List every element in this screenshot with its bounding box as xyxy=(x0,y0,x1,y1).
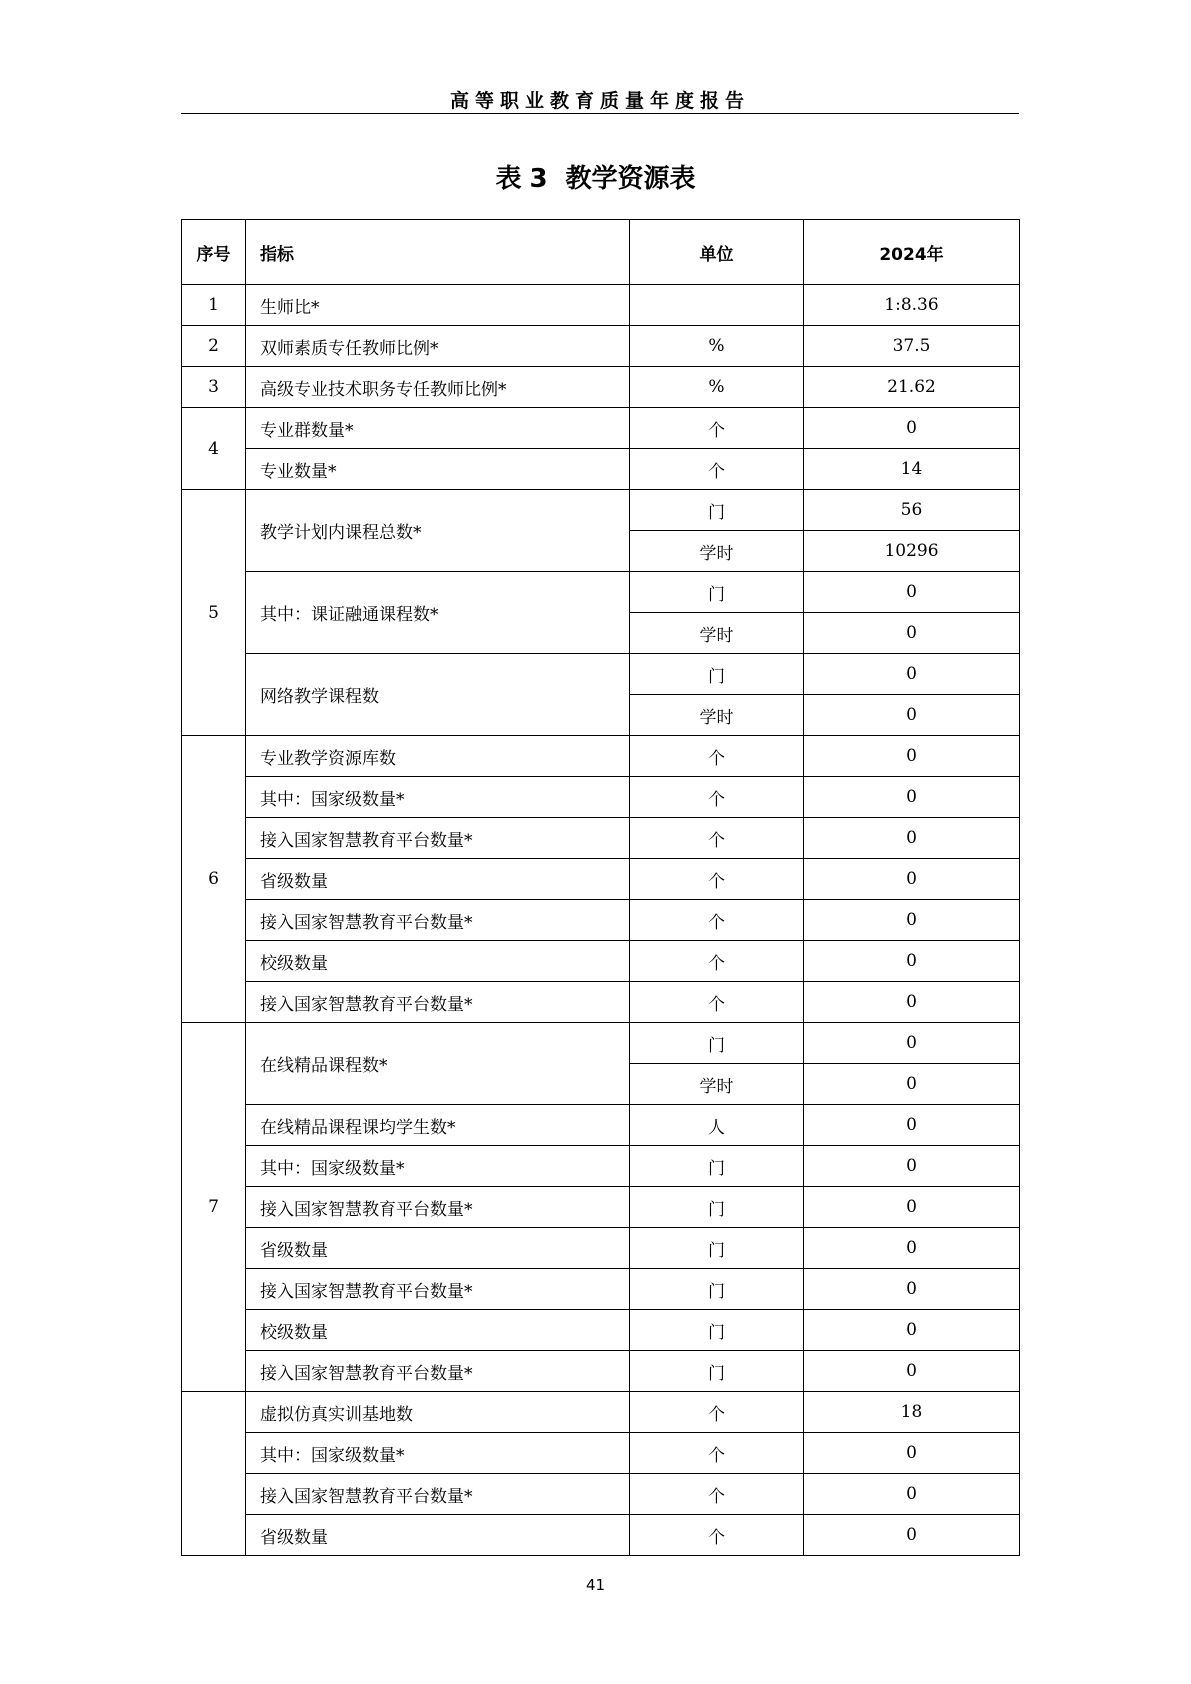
unit-cell: 门 xyxy=(630,654,804,695)
value-cell: 0 xyxy=(804,1515,1020,1556)
unit-cell: 门 xyxy=(630,1023,804,1064)
indicator-cell: 专业教学资源库数 xyxy=(246,736,630,777)
indicator-cell: 在线精品课程课均学生数* xyxy=(246,1105,630,1146)
indicator-cell: 接入国家智慧教育平台数量* xyxy=(246,1187,630,1228)
value-cell: 0 xyxy=(804,736,1020,777)
table-row xyxy=(182,1187,1020,1228)
table-row xyxy=(182,654,1020,695)
unit-cell: 人 xyxy=(630,1105,804,1146)
table-row xyxy=(182,449,1020,490)
seq-cell: 3 xyxy=(182,367,246,408)
indicator-cell: 接入国家智慧教育平台数量* xyxy=(246,1269,630,1310)
table-title xyxy=(0,158,1191,195)
table-row xyxy=(182,1146,1020,1187)
value-cell: 14 xyxy=(804,449,1020,490)
value-cell: 0 xyxy=(804,1351,1020,1392)
unit-cell: 个 xyxy=(630,1515,804,1556)
unit-cell: % xyxy=(630,326,804,367)
value-cell: 56 xyxy=(804,490,1020,531)
indicator-cell: 其中：国家级数量* xyxy=(246,777,630,818)
value-cell: 0 xyxy=(804,408,1020,449)
table-row xyxy=(182,1433,1020,1474)
table-title-number: 3 xyxy=(529,164,548,194)
table-title-name: 教学资源表 xyxy=(565,164,696,194)
table-row xyxy=(182,408,1020,449)
indicator-cell: 专业数量* xyxy=(246,449,630,490)
indicator-cell: 双师素质专任教师比例* xyxy=(246,326,630,367)
unit-cell: 门 xyxy=(630,1228,804,1269)
indicator-cell: 虚拟仿真实训基地数 xyxy=(246,1392,630,1433)
seq-cell: 4 xyxy=(182,408,246,490)
indicator-cell: 其中：国家级数量* xyxy=(246,1146,630,1187)
indicator-cell: 接入国家智慧教育平台数量* xyxy=(246,1351,630,1392)
indicator-cell: 其中：国家级数量* xyxy=(246,1433,630,1474)
value-cell: 0 xyxy=(804,1187,1020,1228)
table-header-row xyxy=(182,220,1020,285)
seq-cell xyxy=(182,1392,246,1556)
indicator-cell: 接入国家智慧教育平台数量* xyxy=(246,818,630,859)
unit-cell: 个 xyxy=(630,982,804,1023)
indicator-cell: 接入国家智慧教育平台数量* xyxy=(246,1474,630,1515)
unit-cell: 个 xyxy=(630,900,804,941)
value-cell: 0 xyxy=(804,777,1020,818)
unit-cell: 门 xyxy=(630,1187,804,1228)
indicator-cell: 网络教学课程数 xyxy=(246,654,630,736)
unit-cell: 个 xyxy=(630,859,804,900)
table-row xyxy=(182,1392,1020,1433)
indicator-cell: 高级专业技术职务专任教师比例* xyxy=(246,367,630,408)
col-header-unit: 单位 xyxy=(630,220,804,285)
unit-cell: 个 xyxy=(630,408,804,449)
unit-cell: 门 xyxy=(630,1269,804,1310)
table-row xyxy=(182,1269,1020,1310)
value-cell: 0 xyxy=(804,1310,1020,1351)
value-cell: 0 xyxy=(804,1228,1020,1269)
table-row xyxy=(182,982,1020,1023)
table-row xyxy=(182,1228,1020,1269)
value-cell: 21.62 xyxy=(804,367,1020,408)
teaching-resources-table xyxy=(181,219,1020,1556)
indicator-cell: 教学计划内课程总数* xyxy=(246,490,630,572)
unit-cell: 个 xyxy=(630,1474,804,1515)
table-row xyxy=(182,490,1020,531)
value-cell: 1:8.36 xyxy=(804,285,1020,326)
unit-cell: 个 xyxy=(630,941,804,982)
table-row xyxy=(182,1105,1020,1146)
indicator-cell: 省级数量 xyxy=(246,1515,630,1556)
seq-cell: 1 xyxy=(182,285,246,326)
running-header: 高等职业教育质量年度报告 xyxy=(449,90,750,112)
unit-cell: 门 xyxy=(630,490,804,531)
unit-cell: 个 xyxy=(630,818,804,859)
table-row xyxy=(182,1351,1020,1392)
unit-cell: 门 xyxy=(630,1146,804,1187)
value-cell: 0 xyxy=(804,1023,1020,1064)
indicator-cell: 接入国家智慧教育平台数量* xyxy=(246,900,630,941)
table-row xyxy=(182,941,1020,982)
unit-cell: % xyxy=(630,367,804,408)
value-cell: 0 xyxy=(804,1064,1020,1105)
unit-cell: 个 xyxy=(630,777,804,818)
unit-cell: 个 xyxy=(630,1433,804,1474)
unit-cell: 门 xyxy=(630,1351,804,1392)
unit-cell: 门 xyxy=(630,1310,804,1351)
table-title-prefix: 表 xyxy=(495,164,522,194)
value-cell: 0 xyxy=(804,654,1020,695)
seq-cell: 6 xyxy=(182,736,246,1023)
table-row xyxy=(182,1474,1020,1515)
indicator-cell: 校级数量 xyxy=(246,941,630,982)
seq-cell: 2 xyxy=(182,326,246,367)
indicator-cell: 接入国家智慧教育平台数量* xyxy=(246,982,630,1023)
value-cell: 37.5 xyxy=(804,326,1020,367)
unit-cell: 个 xyxy=(630,736,804,777)
table-row xyxy=(182,818,1020,859)
col-header-seq: 序号 xyxy=(182,220,246,285)
value-cell: 0 xyxy=(804,613,1020,654)
seq-cell: 7 xyxy=(182,1023,246,1392)
table-row xyxy=(182,367,1020,408)
indicator-cell: 省级数量 xyxy=(246,1228,630,1269)
value-cell: 0 xyxy=(804,1105,1020,1146)
table-row xyxy=(182,572,1020,613)
col-header-year: 2024年 xyxy=(804,220,1020,285)
unit-cell: 学时 xyxy=(630,531,804,572)
unit-cell: 学时 xyxy=(630,695,804,736)
table-row xyxy=(182,326,1020,367)
table-body xyxy=(182,220,1020,1556)
unit-cell xyxy=(630,285,804,326)
value-cell: 0 xyxy=(804,1474,1020,1515)
value-cell: 0 xyxy=(804,982,1020,1023)
value-cell: 0 xyxy=(804,859,1020,900)
indicator-cell: 校级数量 xyxy=(246,1310,630,1351)
value-cell: 0 xyxy=(804,1146,1020,1187)
value-cell: 0 xyxy=(804,941,1020,982)
value-cell: 0 xyxy=(804,818,1020,859)
indicator-cell: 省级数量 xyxy=(246,859,630,900)
unit-cell: 个 xyxy=(630,1392,804,1433)
table-row xyxy=(182,285,1020,326)
value-cell: 0 xyxy=(804,900,1020,941)
indicator-cell: 其中：课证融通课程数* xyxy=(246,572,630,654)
value-cell: 10296 xyxy=(804,531,1020,572)
indicator-cell: 生师比* xyxy=(246,285,630,326)
value-cell: 0 xyxy=(804,695,1020,736)
table-row xyxy=(182,1023,1020,1064)
unit-cell: 个 xyxy=(630,449,804,490)
page-number: 41 xyxy=(585,1576,606,1594)
col-header-indicator: 指标 xyxy=(246,220,630,285)
value-cell: 18 xyxy=(804,1392,1020,1433)
seq-cell: 5 xyxy=(182,490,246,736)
table-row xyxy=(182,1515,1020,1556)
unit-cell: 学时 xyxy=(630,613,804,654)
table-row xyxy=(182,777,1020,818)
table-row xyxy=(182,859,1020,900)
unit-cell: 学时 xyxy=(630,1064,804,1105)
value-cell: 0 xyxy=(804,1433,1020,1474)
indicator-cell: 在线精品课程数* xyxy=(246,1023,630,1105)
value-cell: 0 xyxy=(804,572,1020,613)
table-row xyxy=(182,1310,1020,1351)
table-row xyxy=(182,900,1020,941)
table-row xyxy=(182,736,1020,777)
indicator-cell: 专业群数量* xyxy=(246,408,630,449)
value-cell: 0 xyxy=(804,1269,1020,1310)
header-rule xyxy=(181,113,1019,114)
unit-cell: 门 xyxy=(630,572,804,613)
